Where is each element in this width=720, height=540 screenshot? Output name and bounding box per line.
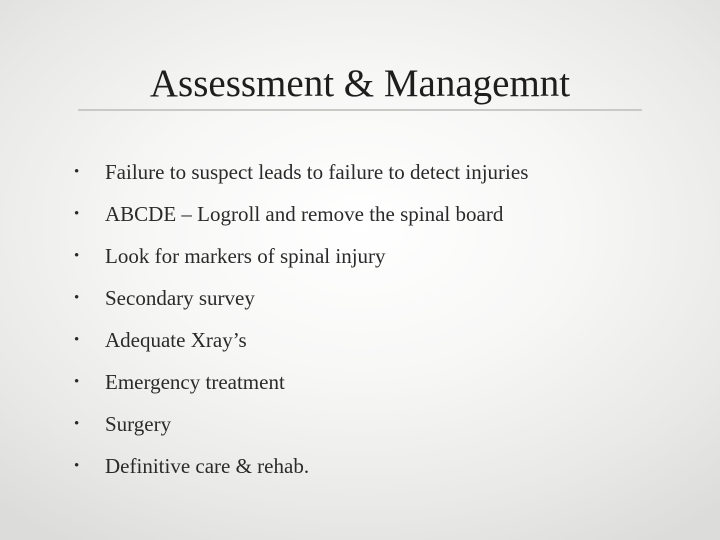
bullet-icon: • [74, 373, 80, 390]
bullet-item [72, 193, 528, 235]
bullet-icon: • [74, 205, 80, 222]
bullet-item [72, 277, 528, 319]
bullet-text: Secondary survey [105, 285, 255, 310]
bullet-item [72, 151, 528, 193]
bullet-text: Emergency treatment [105, 369, 285, 394]
bullet-item [72, 319, 528, 361]
bullet-text: Surgery [105, 411, 172, 436]
bullet-icon: • [74, 247, 80, 264]
bullet-item [72, 361, 528, 403]
bullet-icon: • [74, 331, 80, 348]
bullet-icon: • [74, 415, 80, 432]
bullet-icon: • [74, 457, 80, 474]
bullet-text: Look for markers of spinal injury [105, 243, 386, 268]
slide-title: Assessment & Managemnt [149, 62, 571, 105]
bullet-icon: • [74, 163, 80, 180]
bullet-text: Failure to suspect leads to failure to detect injuries [105, 159, 529, 184]
bullet-text: Definitive care & rehab. [105, 453, 310, 478]
bullet-text: Adequate Xray’s [105, 327, 247, 352]
bullet-icon: • [74, 289, 80, 306]
title-divider [78, 109, 642, 111]
bullet-text: ABCDE – Logroll and remove the spinal board [105, 201, 504, 226]
bullet-item [72, 403, 528, 445]
bullet-list [72, 151, 528, 487]
bullet-item [72, 445, 528, 487]
bullet-item [72, 235, 528, 277]
